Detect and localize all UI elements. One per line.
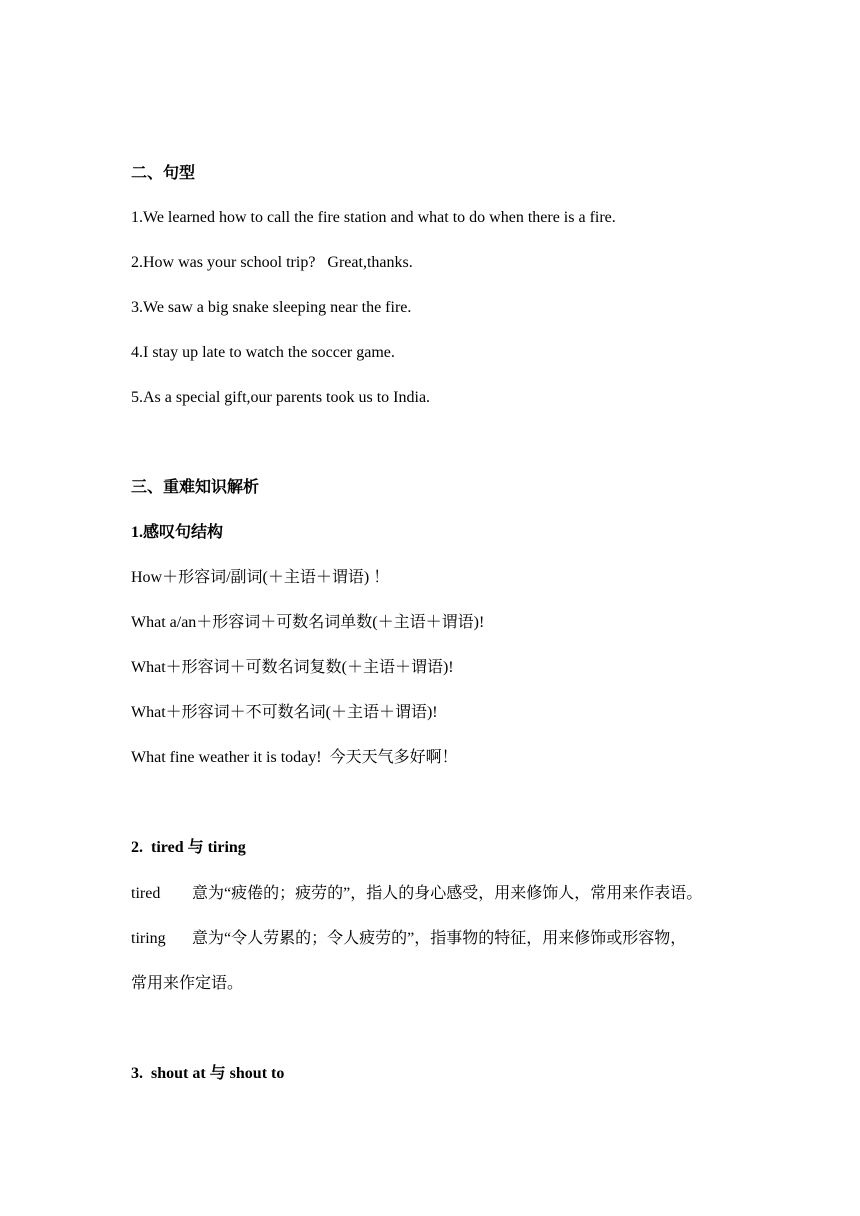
sentence-2: 2.How was your school trip? Great,thanks. — [131, 254, 413, 271]
sentence-3: 3.We saw a big snake sleeping near the fire. — [131, 299, 412, 316]
exclamation-pattern-what-singular: What a/an＋形容词＋可数名词单数(＋主语＋谓语)! — [131, 614, 485, 631]
tired-definition-row — [131, 884, 702, 904]
exclamation-pattern-how: How＋形容词/副词(＋主语＋谓语) ！ — [131, 569, 390, 586]
point-1-title: 1.感叹句结构 — [131, 524, 224, 541]
sentence-1: 1.We learned how to call the fire station and what to do when there is a fire. — [131, 209, 616, 226]
tired-word: tired — [131, 885, 161, 902]
tired-definition: 意为“疲倦的；疲劳的”，指人的身心感受，用来修饰人，常用来作表语。 — [192, 885, 703, 902]
tiring-definition-row — [131, 929, 686, 949]
exclamation-example: What fine weather it is today! 今天天气多好啊！ — [131, 749, 458, 766]
tiring-definition-continued: 常用来作定语。 — [131, 975, 244, 992]
exclamation-pattern-what-plural: What＋形容词＋可数名词复数(＋主语＋谓语)! — [131, 659, 454, 676]
exclamation-pattern-what-uncountable: What＋形容词＋不可数名词(＋主语＋谓语)! — [131, 704, 438, 721]
point-2-title: 2. tired 与 tiring — [131, 839, 246, 856]
section-3-heading: 三、重难知识解析 — [131, 479, 260, 496]
sentence-5: 5.As a special gift,our parents took us to India. — [131, 389, 431, 406]
tiring-definition: 意为“令人劳累的；令人疲劳的”，指事物的特征，用来修饰或形容物， — [192, 930, 687, 947]
section-2-heading: 二、句型 — [131, 165, 196, 182]
sentence-4: 4.I stay up late to watch the soccer game. — [131, 344, 395, 361]
point-3-title: 3. shout at 与 shout to — [131, 1065, 285, 1082]
tiring-word: tiring — [131, 930, 166, 947]
